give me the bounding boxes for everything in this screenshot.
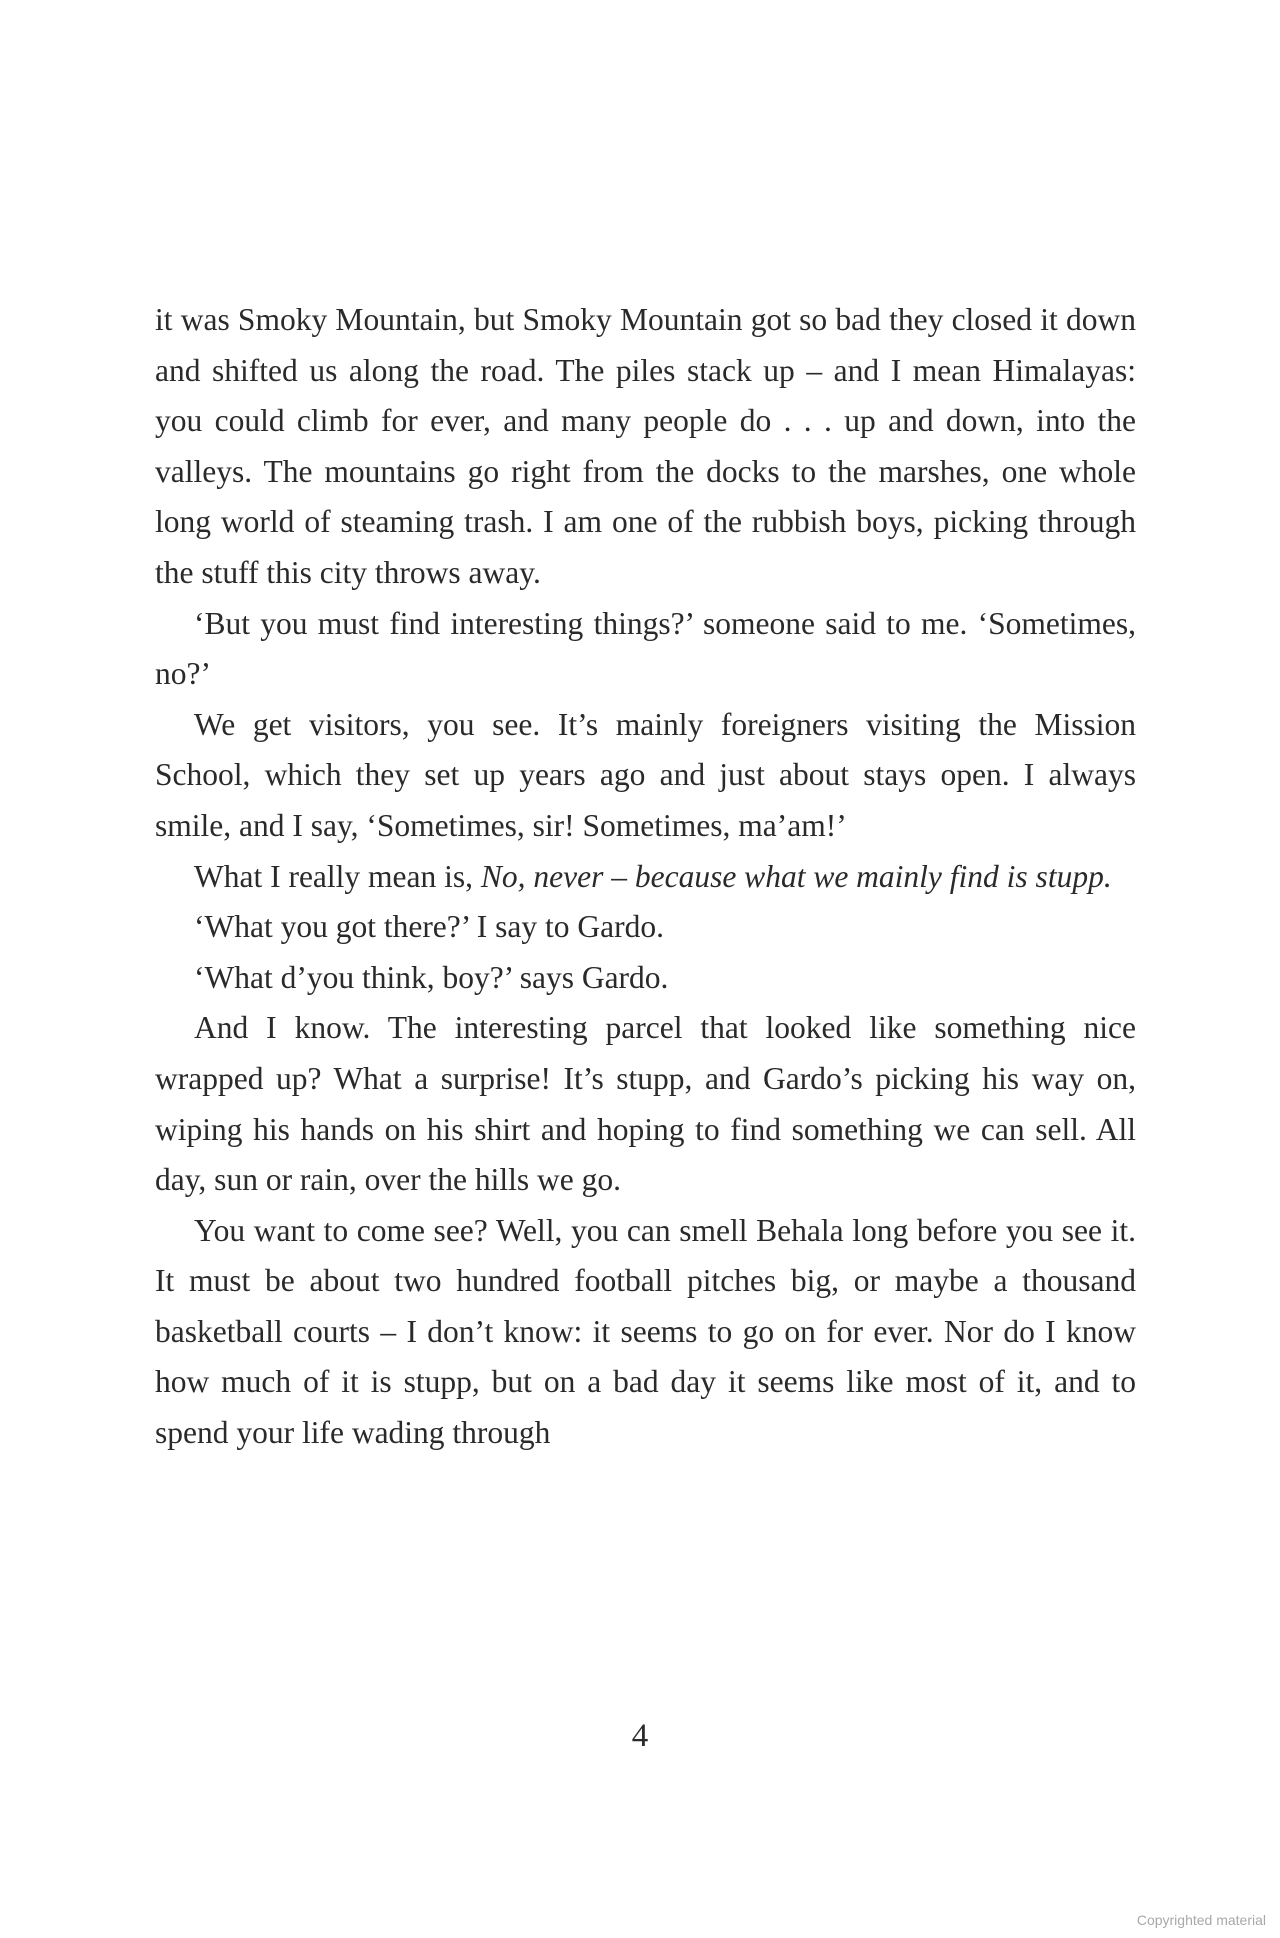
paragraph xyxy=(155,700,1136,852)
paragraph-text: ‘What d’you think, boy?’ says Gardo. xyxy=(194,959,669,995)
paragraph xyxy=(155,599,1136,700)
paragraph-text: ‘But you must find interesting things?’ someone said to me. ‘Sometimes, no?’ xyxy=(155,605,1136,692)
copyright-watermark: Copyrighted material xyxy=(1136,1912,1266,1928)
paragraph-text: it was Smoky Mountain, but Smoky Mountain got so bad they closed it down and shifted us along the road. The piles stack up – and I mean Himalayas: you could climb for ever, and many people do . . . up and down, into the valleys. The mountains go right from the docks to the marshes, one whole long world of steaming trash. I am one of the rubbish boys, picking through the stuff this city throws away. xyxy=(155,302,1136,590)
paragraph-text: What I really mean is, xyxy=(194,858,481,894)
paragraph xyxy=(155,1206,1136,1459)
paragraph xyxy=(155,295,1136,599)
paragraph xyxy=(155,1003,1136,1205)
paragraph xyxy=(155,953,1136,1004)
paragraph xyxy=(155,902,1136,953)
italic-text: No, never – because what we mainly find is stupp. xyxy=(480,858,1112,894)
paragraph-text: You want to come see? Well, you can smell Behala long before you see it. It must be about two hundred football pitches big, or maybe a thousand basketball courts – I don’t know: it seems to go on for ever. Nor do I know how much of it is stupp, but on a bad day it seems like most of it, and to spend your life wading through xyxy=(155,1212,1136,1451)
body-text xyxy=(155,295,1136,1459)
paragraph-text: ‘What you got there?’ I say to Gardo. xyxy=(194,909,664,945)
paragraph-text: We get visitors, you see. It’s mainly foreigners visiting the Mission School, which they set up years ago and just about stays open. I always smile, and I say, ‘Sometimes, sir! Sometimes, ma’am!’ xyxy=(155,706,1136,843)
page-number: 4 xyxy=(631,1718,649,1754)
paragraph-text: And I know. The interesting parcel that looked like something nice wrapped up? What a surprise! It’s stupp, and Gardo’s picking his way on, wiping his hands on his shirt and hoping to find something we can sell. All day, sun or rain, over the hills we go. xyxy=(155,1010,1136,1198)
paragraph xyxy=(155,852,1136,903)
